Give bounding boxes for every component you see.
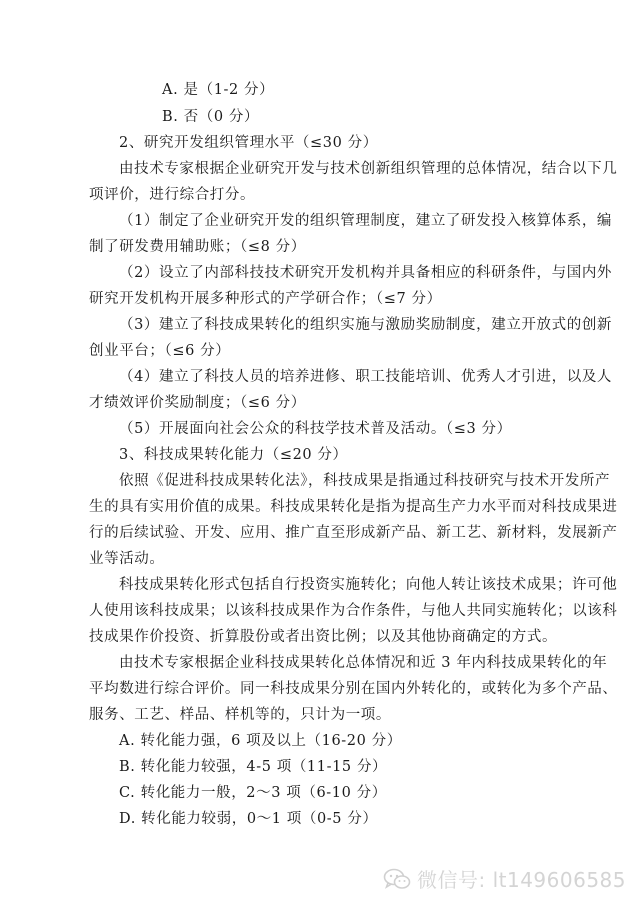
option-line: B. 否（0 分） xyxy=(162,109,260,125)
option-line: D. 转化能力较弱，0～1 项（0-5 分） xyxy=(119,811,378,827)
paragraph-line: 平均数进行综合评价。同一科技成果分别在国内外转化的，或转化为多个产品、 xyxy=(89,681,618,697)
paragraph-line: 人使用该科技成果；以该科技成果作为合作条件，与他人共同实施转化；以该科 xyxy=(89,603,618,619)
paragraph-line: 依照《促进科技成果转化法》，科技成果是指通过科技研究与技术开发所产 xyxy=(119,473,611,489)
paragraph-line: （2）设立了内部科技技术研究开发机构并具备相应的科研条件，与国内外 xyxy=(119,265,613,281)
option-line: C. 转化能力一般，2～3 项（6-10 分） xyxy=(119,785,387,801)
section-heading: 3、科技成果转化能力（≤20 分） xyxy=(119,447,348,463)
paragraph-line: 由技术专家根据企业研究开发与技术创新组织管理的总体情况，结合以下几 xyxy=(119,161,618,177)
paragraph-line: 研究开发机构开展多种形式的产学研合作；（≤7 分） xyxy=(89,291,442,307)
watermark xyxy=(383,864,626,893)
paragraph-line: （4）建立了科技人员的培养进修、职工技能培训、优秀人才引进，以及人 xyxy=(119,369,613,385)
option-line: A. 是（1-2 分） xyxy=(162,82,275,98)
option-line: A. 转化能力强，6 项及以上（16-20 分） xyxy=(119,733,402,749)
paragraph-line: 行的后续试验、开发、应用、推广直至形成新产品、新工艺、新材料，发展新产 xyxy=(89,525,618,541)
paragraph-line: 由技术专家根据企业科技成果转化总体情况和近 3 年内科技成果转化的年 xyxy=(119,655,608,671)
paragraph-line: （1）制定了企业研究开发的组织管理制度，建立了研发投入核算体系，编 xyxy=(119,213,613,229)
paragraph-line: 技成果作价投资、折算股份或者出资比例；以及其他协商确定的方式。 xyxy=(89,629,558,645)
paragraph-line: 服务、工艺、样品、样机等的，只计为一项。 xyxy=(89,707,391,723)
wechat-icon xyxy=(383,867,411,891)
paragraph-line: （3）建立了科技成果转化的组织实施与激励奖励制度，建立开放式的创新 xyxy=(119,317,613,333)
paragraph-line: 业等活动。 xyxy=(89,551,165,567)
paragraph-line: 创业平台；（≤6 分） xyxy=(89,343,231,359)
paragraph-line: （5）开展面向社会公众的科技学技术普及活动。（≤3 分） xyxy=(119,421,512,437)
paragraph-line: 项评价，进行综合打分。 xyxy=(89,187,256,203)
section-heading: 2、研究开发组织管理水平（≤30 分） xyxy=(119,135,378,151)
paragraph-line: 生的具有实用价值的成果。科技成果转化是指为提高生产力水平而对科技成果进 xyxy=(89,499,618,515)
paragraph-line: 科技成果转化形式包括自行投资实施转化；向他人转让该技术成果；许可他 xyxy=(119,577,618,593)
watermark-text: 微信号: lt149606585 xyxy=(416,868,626,892)
paragraph-line: 才绩效评价奖励制度；（≤6 分） xyxy=(89,395,306,411)
paragraph-line: 制了研发费用辅助账；（≤8 分） xyxy=(89,239,306,255)
option-line: B. 转化能力较强，4-5 项（11-15 分） xyxy=(119,759,388,775)
